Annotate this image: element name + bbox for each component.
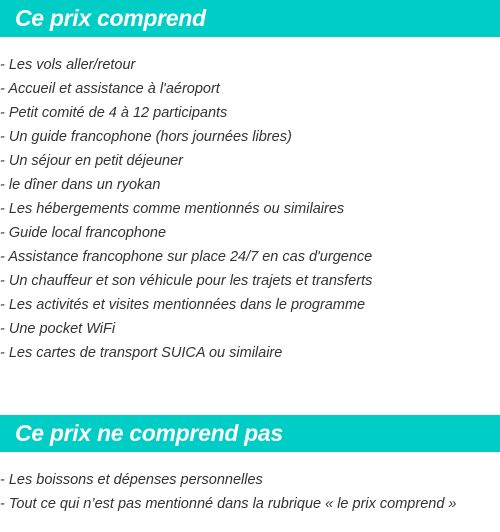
list-item: - Tout ce qui n’est pas mentionné dans la rubrique « le prix comprend » <box>0 496 457 512</box>
list-item: - Les vols aller/retour <box>0 57 136 73</box>
list-item: - Accueil et assistance à l'aéroport <box>0 81 220 97</box>
included-items-list <box>0 53 372 365</box>
excluded-items-list <box>0 468 456 516</box>
excluded-section-title: Ce prix ne comprend pas <box>15 420 283 446</box>
list-item: - Les hébergements comme mentionnés ou similaires <box>0 201 345 217</box>
excluded-section-header <box>0 415 500 452</box>
list-item: - Un séjour en petit déjeuner <box>0 153 183 169</box>
list-item: - le dîner dans un ryokan <box>0 177 161 193</box>
list-item: - Les activités et visites mentionnées dans le programme <box>0 297 366 313</box>
list-item: - Un guide francophone (hors journées libres) <box>0 129 292 145</box>
list-item: - Les boissons et dépenses personnelles <box>0 472 263 488</box>
list-item: - Les cartes de transport SUICA ou similaire <box>0 345 283 361</box>
included-section-header <box>0 0 500 37</box>
included-section-title: Ce prix comprend <box>15 5 206 31</box>
list-item: - Guide local francophone <box>0 225 167 241</box>
list-item: - Assistance francophone sur place 24/7 en cas d'urgence <box>0 249 373 265</box>
list-item: - Une pocket WiFi <box>0 321 116 337</box>
list-item: - Un chauffeur et son véhicule pour les trajets et transferts <box>0 273 373 289</box>
list-item: - Petit comité de 4 à 12 participants <box>0 105 228 121</box>
